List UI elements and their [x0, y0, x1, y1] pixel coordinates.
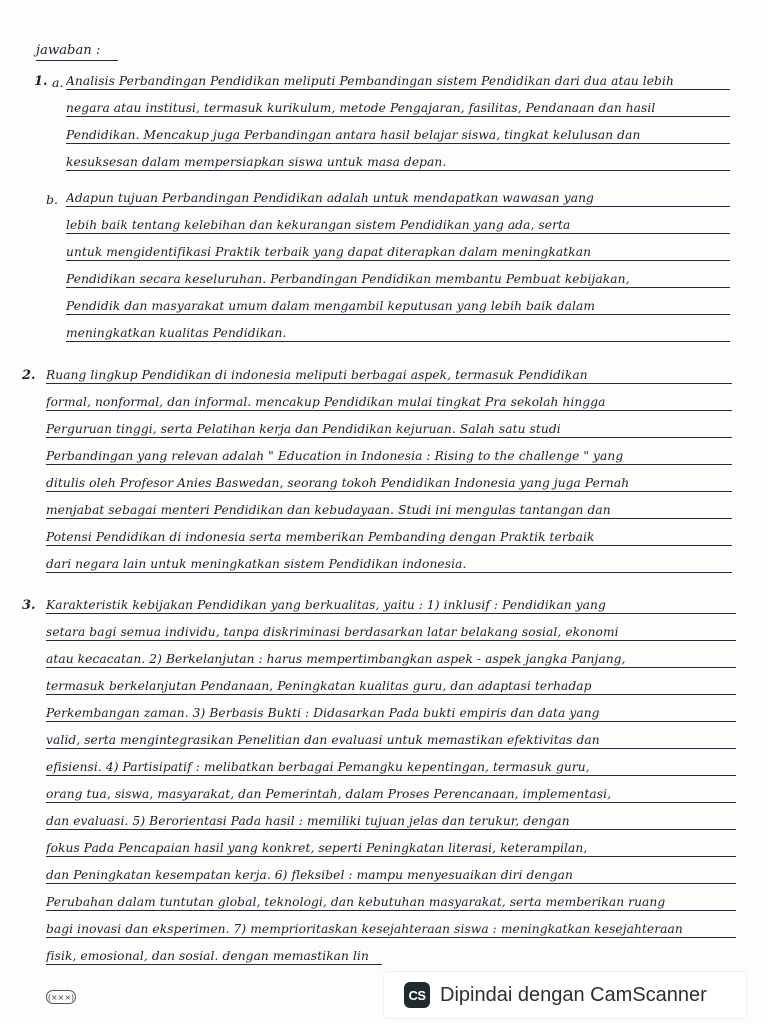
paragraph-line: menjabat sebagai menteri Pendidikan dan kebudayaan. Studi ini mengulas tantangan dan [46, 493, 732, 519]
section-number-2: 2. [22, 368, 36, 383]
paragraph-line: setara bagi semua individu, tanpa diskriminasi berdasarkan latar belakang sosial, ekonomi [46, 615, 736, 641]
paragraph-line: lebih baik tentang kelebihan dan kekurangan sistem Pendidikan yang ada, serta [66, 208, 730, 234]
paragraph-line: dan evaluasi. 5) Berorientasi Pada hasil : memiliki tujuan jelas dan terukur, dengan [46, 804, 736, 830]
heading-underline [36, 60, 118, 61]
paragraph-line: ditulis oleh Profesor Anies Baswedan, seorang tokoh Pendidikan Indonesia yang juga Pernah [46, 466, 732, 492]
paragraph-line: Perubahan dalam tuntutan global, teknologi, dan kebutuhan masyarakat, serta memberikan ruang [46, 885, 736, 911]
camscanner-watermark [384, 972, 746, 1018]
paragraph-line: fokus Pada Pencapaian hasil yang konkret, seperti Peningkatan literasi, keterampilan, [46, 831, 736, 857]
section-number-3: 3. [22, 598, 36, 613]
camscanner-logo-icon: CS [404, 982, 430, 1008]
paragraph-line: Perbandingan yang relevan adalah " Education in Indonesia : Rising to the challenge " yang [46, 439, 732, 465]
paragraph-line: Ruang lingkup Pendidikan di indonesia meliputi berbagai aspek, termasuk Pendidikan [46, 358, 732, 384]
paragraph-line: Perguruan tinggi, serta Pelatihan kerja dan Pendidikan kejuruan. Salah satu studi [46, 412, 732, 438]
paragraph-line: negara atau institusi, termasuk kurikulum, metode Pengajaran, fasilitas, Pendanaan dan hasil [66, 91, 730, 117]
section-number-1: 1. [34, 74, 48, 89]
subsection-label-a: a. [52, 75, 64, 90]
paragraph-line: Pendidik dan masyarakat umum dalam mengambil keputusan yang lebih baik dalam [66, 289, 730, 315]
paragraph-line: Pendidikan secara keseluruhan. Perbandingan Pendidikan membantu Pembuat kebijakan, [66, 262, 730, 288]
page-number-mark: (×××) [46, 990, 76, 1004]
camscanner-label: Dipindai dengan CamScanner [440, 983, 707, 1006]
paragraph-line: Analisis Perbandingan Pendidikan meliputi Pembandingan sistem Pendidikan dari dua atau lebih [66, 64, 730, 90]
paragraph-line: Perkembangan zaman. 3) Berbasis Bukti : Didasarkan Pada bukti empiris dan data yang [46, 696, 736, 722]
paragraph-line: dari negara lain untuk meningkatkan sistem Pendidikan indonesia. [46, 547, 732, 573]
paragraph-line: atau kecacatan. 2) Berkelanjutan : harus mempertimbangkan aspek - aspek jangka Panjang, [46, 642, 736, 668]
paragraph-line: orang tua, siswa, masyarakat, dan Pemerintah, dalam Proses Perencanaan, implementasi, [46, 777, 736, 803]
paragraph-line: fisik, emosional, dan sosial. dengan memastikan lin [46, 939, 382, 965]
paragraph-line: kesuksesan dalam mempersiapkan siswa untuk masa depan. [66, 145, 730, 171]
paragraph-line: Pendidikan. Mencakup juga Perbandingan antara hasil belajar siswa, tingkat kelulusan dan [66, 118, 730, 144]
answer-heading: jawaban : [36, 43, 101, 58]
paragraph-line: bagi inovasi dan eksperimen. 7) memprioritaskan kesejahteraan siswa : meningkatkan kesejahteraan [46, 912, 736, 938]
paragraph-line: dan Peningkatan kesempatan kerja. 6) fleksibel : mampu menyesuaikan diri dengan [46, 858, 736, 884]
paragraph-line: formal, nonformal, dan informal. mencakup Pendidikan mulai tingkat Pra sekolah hingga [46, 385, 732, 411]
paragraph-line: valid, serta mengintegrasikan Penelitian dan evaluasi untuk memastikan efektivitas dan [46, 723, 736, 749]
paragraph-line: Adapun tujuan Perbandingan Pendidikan adalah untuk mendapatkan wawasan yang [66, 181, 730, 207]
paragraph-line: termasuk berkelanjutan Pendanaan, Peningkatan kualitas guru, dan adaptasi terhadap [46, 669, 736, 695]
paragraph-line: Potensi Pendidikan di indonesia serta memberikan Pembanding dengan Praktik terbaik [46, 520, 732, 546]
paragraph-line: efisiensi. 4) Partisipatif : melibatkan berbagai Pemangku kepentingan, termasuk guru, [46, 750, 736, 776]
paragraph-line: untuk mengidentifikasi Praktik terbaik yang dapat diterapkan dalam meningkatkan [66, 235, 730, 261]
paragraph-line: meningkatkan kualitas Pendidikan. [66, 316, 730, 342]
subsection-label-b: b. [46, 192, 58, 207]
paragraph-line: Karakteristik kebijakan Pendidikan yang berkualitas, yaitu : 1) inklusif : Pendidikan yang [46, 588, 736, 614]
